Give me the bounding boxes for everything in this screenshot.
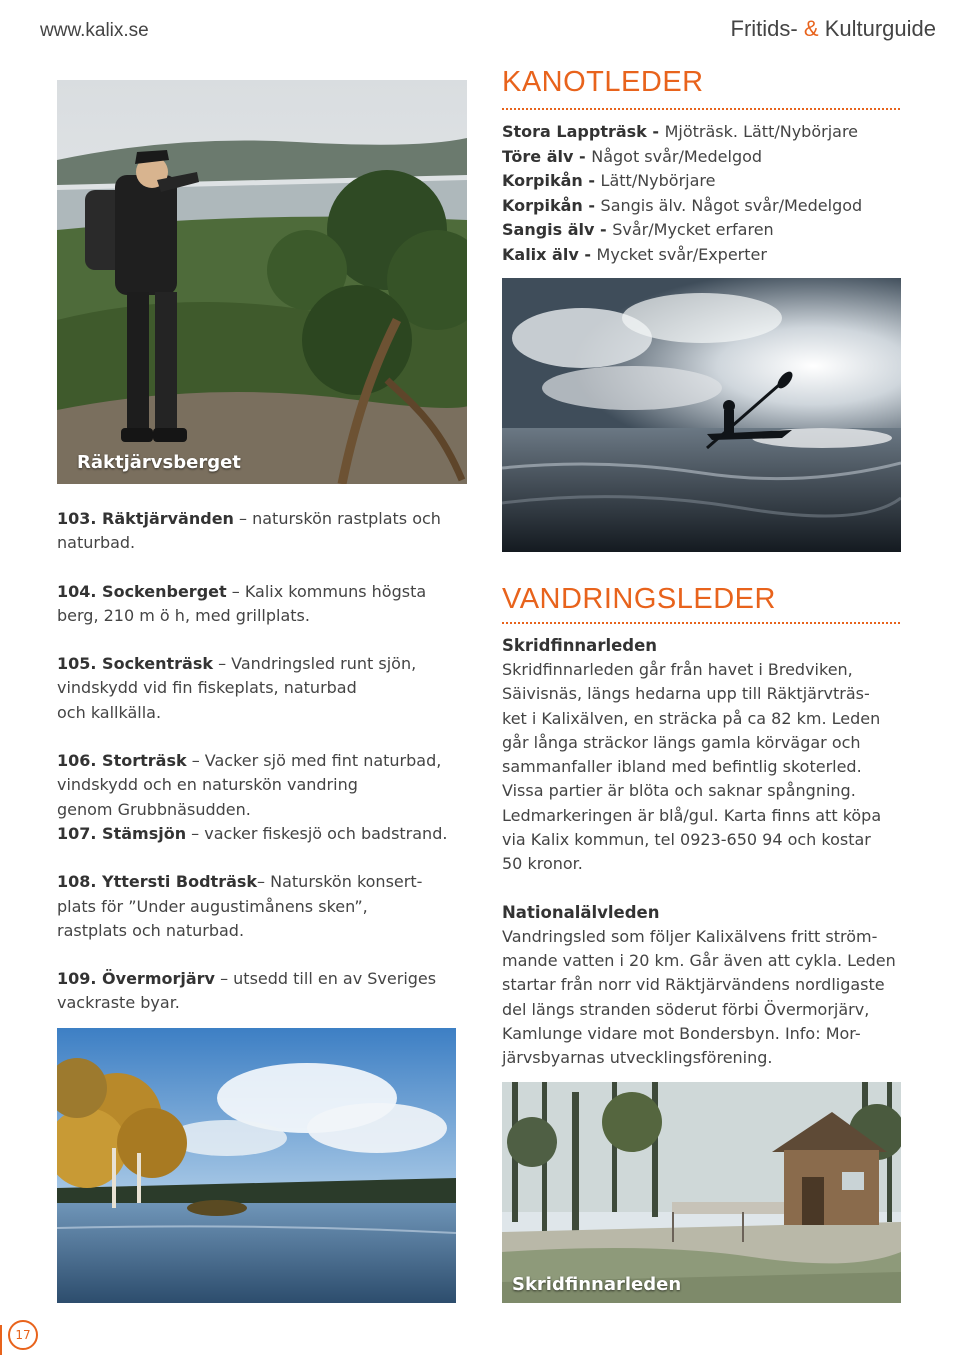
kanot-route: Sangis älv - Svår/Mycket erfaren — [502, 220, 774, 239]
skrid-line: Ledmarkeringen är blå/gul. Karta finns att köpa — [502, 805, 882, 825]
skrid-line: Säivisnäs, längs hedarna upp till Räktjärvträs- — [502, 684, 870, 704]
site-105: 105. Sockenträsk – Vandringsled runt sjön, — [57, 654, 417, 674]
vandringsleder-text — [502, 634, 896, 1070]
hiker-photo — [57, 80, 467, 484]
cabin-caption: Skridfinnarleden — [512, 1274, 682, 1295]
lake-photo — [57, 1028, 456, 1303]
kanotleder-divider — [502, 108, 900, 110]
national-line: del längs stranden söderut förbi Övermorjärv, — [502, 999, 870, 1019]
site-106-cont: vindskydd och en naturskön vandring — [57, 775, 358, 795]
guide-title-part2: Kulturguide — [824, 16, 936, 41]
skrid-line: sammanfaller ibland med befintlig skoterled. — [502, 757, 862, 777]
kanot-route: Korpikån - Sangis älv. Något svår/Medelgod — [502, 195, 863, 215]
kanot-route: Stora Lappträsk - Mjöträsk. Lätt/Nybörjare — [502, 122, 859, 141]
kanot-route: Töre älv - Något svår/Medelgod — [502, 146, 763, 166]
cabin-photo — [502, 1082, 901, 1303]
hiker-caption: Räktjärvsberget — [77, 452, 241, 473]
national-line: järvsbyarnas utvecklingsförening. — [502, 1048, 773, 1068]
kayak-photo — [502, 278, 901, 552]
site-103-cont: naturbad. — [57, 533, 136, 553]
kanot-route: Kalix älv - Mycket svår/Experter — [502, 244, 767, 264]
national-line: Vandringsled som följer Kalixälvens fritt ström- — [502, 926, 878, 946]
site-108-cont: plats för ”Under augustimånens sken”, — [57, 896, 368, 916]
site-107: 107. Stämsjön – vacker fiskesjö och badstrand. — [57, 823, 448, 843]
guide-title-part1: Fritids- — [730, 16, 798, 41]
site-105-cont: vindskydd vid fin fiskeplats, naturbad — [57, 678, 357, 698]
national-line: startar från norr vid Räktjärvändens nordligaste — [502, 975, 885, 995]
site-109: 109. Övermorjärv – utsedd till en av Sveriges — [57, 969, 437, 989]
site-103: 103. Räktjärvänden – naturskön rastplats och — [57, 509, 441, 528]
vandringsleder-heading: VANDRINGSLEDER — [502, 583, 776, 615]
site-list — [57, 507, 447, 1016]
kanotleder-heading: KANOTLEDER — [502, 66, 704, 98]
guide-title-amp: & — [803, 16, 819, 41]
site-104: 104. Sockenberget – Kalix kommuns högsta — [57, 581, 427, 601]
site-109-cont: vackraste byar. — [57, 993, 180, 1013]
skrid-line: Vissa partier är blöta och saknar spångning. — [502, 781, 856, 801]
skrid-line: ket i Kalixälven, en sträcka på ca 82 km. Leden — [502, 708, 881, 728]
site-108-cont: rastplats och naturbad. — [57, 920, 245, 940]
skridfinnarleden-title: Skridfinnarleden — [502, 636, 658, 655]
skrid-line: 50 kronor. — [502, 854, 583, 874]
skrid-line: Skridfinnarleden går från havet i Bredviken, — [502, 660, 853, 679]
site-url[interactable]: www.kalix.se — [40, 20, 149, 41]
kanotleder-list — [502, 120, 862, 267]
site-108: 108. Yttersti Bodträsk– Naturskön konsert- — [57, 872, 423, 892]
kanot-route: Korpikån - Lätt/Nybörjare — [502, 171, 716, 190]
site-106-cont: genom Grubbnäsudden. — [57, 799, 251, 819]
guide-title — [731, 16, 936, 42]
site-104-cont: berg, 210 m ö h, med grillplats. — [57, 605, 310, 625]
skrid-line: via Kalix kommun, tel 0923-650 94 och kostar — [502, 830, 871, 850]
national-line: Kamlunge vidare mot Bondersbyn. Info: Mor- — [502, 1023, 861, 1043]
site-106: 106. Storträsk – Vacker sjö med fint naturbad, — [57, 751, 442, 771]
site-105-cont: och kallkälla. — [57, 702, 162, 722]
page-number-rule — [0, 1325, 2, 1355]
skrid-line: går långa sträckor längs gamla körvägar och — [502, 732, 861, 752]
nationalalvleden-title: Nationalälvleden — [502, 902, 660, 922]
vandringsleder-divider — [502, 622, 900, 624]
page-number: 17 — [8, 1320, 38, 1350]
national-line: mande vatten i 20 km. Går även att cykla. Leden — [502, 950, 896, 970]
